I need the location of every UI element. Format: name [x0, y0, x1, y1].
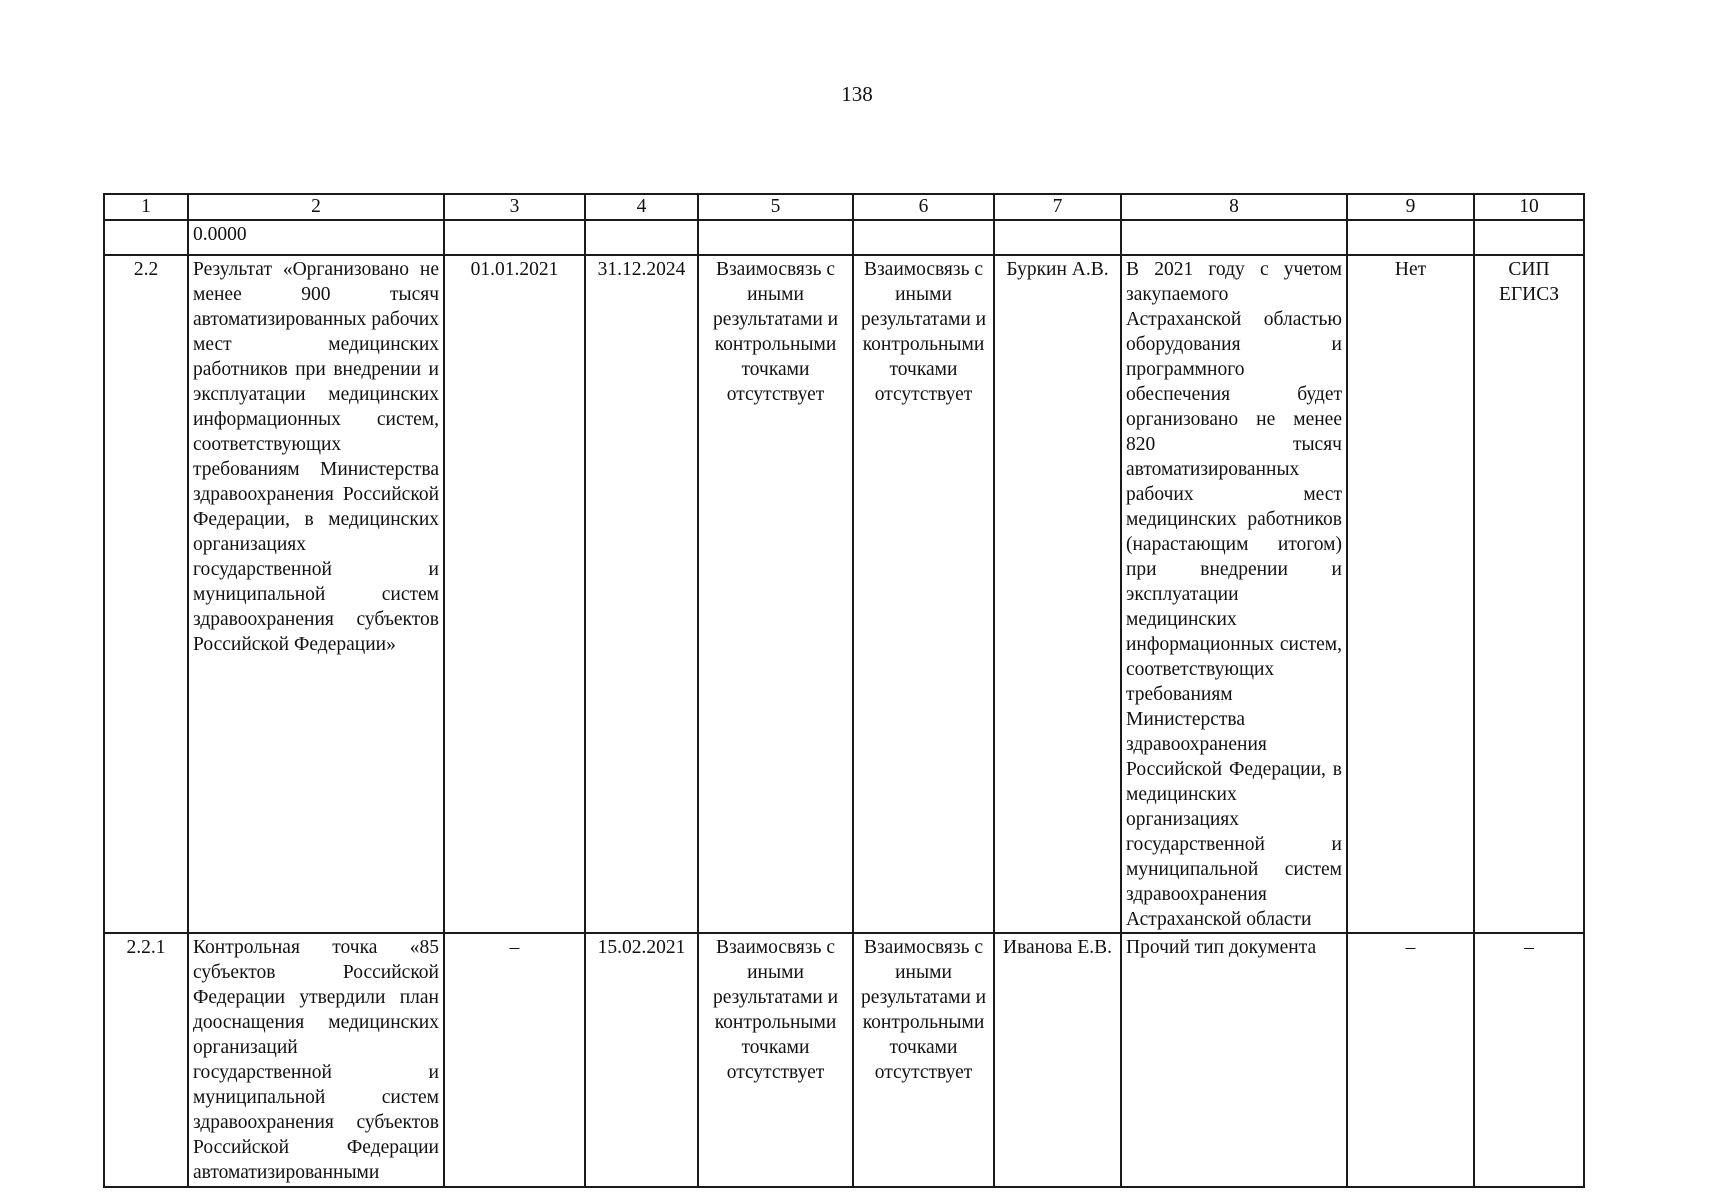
level-control: Нет: [1347, 255, 1474, 933]
column-number-8: 8: [1121, 194, 1347, 220]
column-number-9: 9: [1347, 194, 1474, 220]
column-number-4: 4: [585, 194, 698, 220]
end-date: 15.02.2021: [585, 933, 698, 1187]
information-system: СИП ЕГИСЗ: [1474, 255, 1584, 933]
responsible-person: Иванова Е.В.: [994, 933, 1121, 1187]
code-row-cell-6: [853, 220, 994, 255]
row-number: 2.2: [104, 255, 188, 933]
result-description: В 2021 году с учетом закупаемого Астраханской областью оборудования и программного обеспечения будет организовано не менее 820 тысяч автоматизированных рабочих мест медицинских работников (нарастающим итогом) при внедрении и эксплуатации медицинских информационных систем, соответствующих требованиям Министерства здравоохранения Российской Федерации, в медицинских организациях государственной и муниципальной систем здравоохранения Астраханской области: [1121, 255, 1347, 933]
responsible-person: Буркин А.В.: [994, 255, 1121, 933]
code-row-cell-1: [104, 220, 188, 255]
code-row-cell-8: [1121, 220, 1347, 255]
table-row-code: [104, 220, 1584, 255]
relation-next: Взаимосвязь с иными результатами и контрольными точками отсутствует: [853, 255, 994, 933]
code-row-cell-7: [994, 220, 1121, 255]
end-date: 31.12.2024: [585, 255, 698, 933]
column-number-2: 2: [188, 194, 444, 220]
code-row-cell-10: [1474, 220, 1584, 255]
start-date: –: [444, 933, 585, 1187]
code-value: 0.0000: [188, 220, 444, 255]
result-name: Контрольная точка «85 субъектов Российской Федерации утвердили план дооснащения медицинских организаций государственной и муниципальной систем здравоохранения субъектов Российской Федерации автоматизированными: [188, 933, 444, 1187]
table-row: [104, 933, 1584, 1187]
relation-previous: Взаимосвязь с иными результатами и контрольными точками отсутствует: [698, 255, 853, 933]
column-number-5: 5: [698, 194, 853, 220]
code-row-cell-5: [698, 220, 853, 255]
table-row: [104, 255, 1584, 933]
row-number: 2.2.1: [104, 933, 188, 1187]
column-number-10: 10: [1474, 194, 1584, 220]
result-name: Результат «Организовано не менее 900 тысяч автоматизированных рабочих мест медицинских работников при внедрении и эксплуатации медицинских информационных систем, соответствующих требованиям Министерства здравоохранения Российской Федерации, в медицинских организациях государственной и муниципальной систем здравоохранения субъектов Российской Федерации»: [188, 255, 444, 933]
column-number-3: 3: [444, 194, 585, 220]
relation-next: Взаимосвязь с иными результатами и контрольными точками отсутствует: [853, 933, 994, 1187]
code-row-cell-3: [444, 220, 585, 255]
table-header-row: [104, 194, 1584, 220]
column-number-1: 1: [104, 194, 188, 220]
level-control: –: [1347, 933, 1474, 1187]
column-number-6: 6: [853, 194, 994, 220]
result-description: Прочий тип документа: [1121, 933, 1347, 1187]
information-system: –: [1474, 933, 1584, 1187]
code-row-cell-9: [1347, 220, 1474, 255]
relation-previous: Взаимосвязь с иными результатами и контрольными точками отсутствует: [698, 933, 853, 1187]
code-row-cell-4: [585, 220, 698, 255]
start-date: 01.01.2021: [444, 255, 585, 933]
plan-table: [103, 193, 1585, 1188]
column-number-7: 7: [994, 194, 1121, 220]
page-number: 138: [841, 82, 873, 106]
